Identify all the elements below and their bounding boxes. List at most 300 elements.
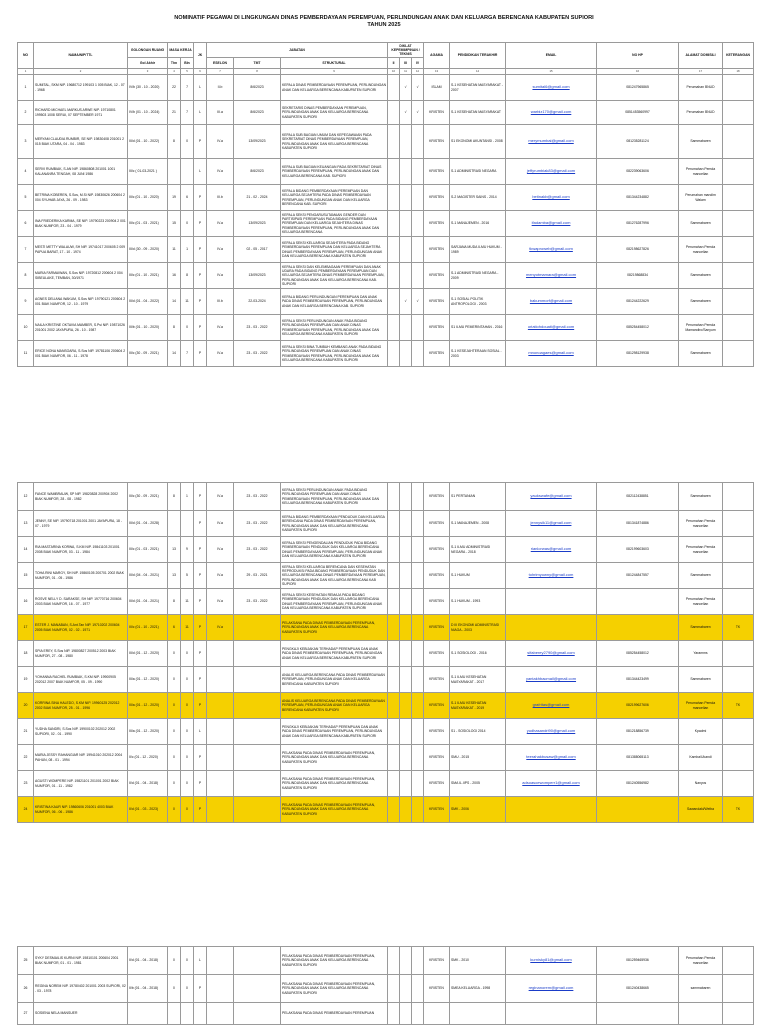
cell-jabatan: PELAKSANA PADA DINAS PEMBERDAYAAN PEREMPUAN, PERLINDUNGAN ANAK DAN KELUARGA BERENCANA KABUPATEN SUPIORI (281, 771, 388, 797)
email-link[interactable]: yaukswafe@gmail.com (530, 493, 572, 499)
cell-eselon: III.a (207, 101, 234, 125)
email-link[interactable]: betinakb@gmail.com (532, 194, 570, 200)
cell-diklat-iii (400, 563, 412, 589)
cell-eselon (207, 667, 234, 693)
cell-jk: P (194, 537, 207, 563)
cell-pendidikan: SMEA KELUARGA - 1998 (450, 975, 506, 1003)
cell-pendidikan: S-1 HUKUM (450, 563, 506, 589)
column-number: 1 (18, 69, 34, 75)
cell-email (506, 1003, 597, 1025)
header-diklat-iii: III (400, 58, 412, 69)
cell-pendidikan: S-2 MAGISTER SAINS - 2014 (450, 185, 506, 211)
cell-email (506, 693, 597, 719)
cell-diklat-iv (412, 341, 424, 367)
cell-eselon: IV.a (207, 537, 234, 563)
cell-agama: ISLAM (424, 75, 450, 101)
table-row (18, 975, 754, 1003)
cell-alamat: Sammabaren (679, 483, 723, 511)
cell-eselon: II.b (207, 75, 234, 101)
cell-diklat-ii (388, 797, 400, 823)
cell-alamat: Sammabaren (679, 615, 723, 641)
table-row (18, 745, 754, 771)
cell-no-hp: 081298129938 (597, 341, 679, 367)
cell-agama: KRISTEN (424, 975, 450, 1003)
cell-pendidikan: S1 PERTANIAN (450, 483, 506, 511)
cell-email (506, 947, 597, 975)
cell-diklat-iv (412, 745, 424, 771)
cell-nama: SOSIENA NELA MANSUER (34, 1003, 128, 1025)
cell-email (506, 483, 597, 511)
cell-jabatan: KEPALA SEKSI KELUARGA BERENCANA DAN KESEHATAN REPRODUKSI PADA BIDANG PEMBERDAYAAN PENDUDUK DAN KELUARGA BERENCANA DINAS PEMBERDAYAAN PEREMPUAN, PERLINDUNGAN ANAK DAN KELUARGA BERENCANA KAB SUPIORI (281, 563, 388, 589)
cell-diklat-iii (400, 159, 412, 185)
cell-diklat-iii (400, 719, 412, 745)
cell-jk: P (194, 511, 207, 537)
email-link[interactable]: tkwaproweb@gmail.com (529, 246, 573, 252)
email-link[interactable]: bakummorf@gmail.com (529, 298, 573, 304)
cell-bln: 0 (181, 211, 194, 237)
cell-jabatan: PELAKSANA PADA DINAS PEMBERDAYAAN PEREMPUAN, PERLINDUNGAN ANAK DAN KELUARGA BERENCANA KABUPATEN SUPIORI (281, 947, 388, 975)
cell-tmt (234, 797, 281, 823)
email-link[interactable]: grafritas@gmail.com (532, 702, 570, 708)
cell-nama: MESTI METTY WALAUW, SH NIP. 19741017 200605 2 009 PAPUA BARAT, 17 - 10 - 1974 (34, 237, 128, 263)
cell-alamat: Sammabaren (679, 263, 723, 289)
cell-eselon (207, 771, 234, 797)
cell-agama: KRISTEN (424, 537, 450, 563)
cell-keterangan (723, 211, 754, 237)
cell-bln (181, 1003, 194, 1025)
cell-alamat: Yaramms (679, 641, 723, 667)
cell-pendidikan: SMU - 2015 (450, 745, 506, 771)
cell-pendidikan: S-1 KESEHATAN MASYARAKAT - 2007 (450, 75, 506, 101)
cell-no: 9 (18, 289, 34, 315)
cell-nama: MARIA FARMAIWAN, S.Sos NIP. 19720812 200604 2 004 SIBEULAKE, TEMBAN, 30/1971 (34, 263, 128, 289)
cell-keterangan: TK (723, 797, 754, 823)
cell-alamat: Perumahan BNUD (679, 75, 723, 101)
cell-pendidikan: S-1 SOSIAL POLITIK ANTROPOLOGI - 2003 (450, 289, 506, 315)
cell-email (506, 667, 597, 693)
column-number: 11 (400, 69, 412, 75)
cell-jk: P (194, 289, 207, 315)
cell-bln (181, 511, 194, 537)
cell-email (506, 511, 597, 537)
cell-jk: P (194, 693, 207, 719)
table-row (18, 1003, 754, 1025)
cell-diklat-iii (400, 237, 412, 263)
cell-thn: 21 (168, 101, 181, 125)
cell-no-hp: 08219868834 (597, 263, 679, 289)
email-link[interactable]: yantakhbacmail@gmail.com (525, 676, 577, 682)
table-row (18, 797, 754, 823)
table-row (18, 289, 754, 315)
cell-jabatan: KEPALA SEKSI PERLINDUNGAN ANAK PADA BIDANG PERLINDUNGAN PEREMPUAN DAN ANAK DINAS PEMBERDAYAAN PEREMPUAN, PERLINDUNGAN ANAK DAN KELUARGA BERENCANA KABUPATEN SUPIORI (281, 483, 388, 511)
cell-nama: AGUSTI WOMPERE NIP. 19821101 201001 2002 BIAK NUMFOR, 01 - 11 - 1982 (34, 771, 128, 797)
cell-golongan: III/a (01 - 12 - 2020) (128, 719, 168, 745)
cell-diklat-iii: √ (400, 75, 412, 101)
cell-diklat-iv (412, 483, 424, 511)
cell-jabatan: KEPALA DINAS PEMBERDAYAAN PEREMPUAN, PERLINDUNGAN ANAK DAN KELUARGA BERENCANA KABUPATEN SUPIORI (281, 75, 388, 101)
cell-diklat-iv: √ (412, 75, 424, 101)
email-link[interactable]: oriatiohdouati@gmail.com (527, 324, 575, 330)
cell-thn: 0 (168, 947, 181, 975)
cell-golongan: III/a (01 - 12 - 2020) (128, 667, 168, 693)
cell-pendidikan: S-1 KESEHATAN MASYARAKAT (450, 101, 506, 125)
cell-jk: P (194, 797, 207, 823)
cell-agama: KRISTEN (424, 159, 450, 185)
cell-jabatan: KEPALA SEKSI PENGENDALIAN PENDUDUK PADA BIDANG PEMBERDAYAAN PENDUDUK DAN KELUARGA BERENCANA DINAS PEMBERDAYAAN PEREMPUAN, PERLINDUNGAN ANAK DAN KELUARGA BERENCANA KABUPATEN SUPIORI (281, 537, 388, 563)
cell-tmt (234, 641, 281, 667)
cell-no: 22 (18, 745, 34, 771)
cell-no-hp: 085254458012 (597, 641, 679, 667)
cell-jabatan: PELAKSANA PADA DINAS PEMBERDAYAAN PEREMPUAN, PERLINDUNGAN ANAK DAN KELUARGA BERENCANA KABUPATEN SUPIORI (281, 615, 388, 641)
cell-bln: 9 (181, 537, 194, 563)
cell-alamat: Perumahan Pemda mancelian (679, 237, 723, 263)
cell-email (506, 641, 597, 667)
cell-nama: TOHA RINI MARGY, SH NIP. 19860105 200701 2002 BIAK NUMFOR, 01 - 05 - 1986 (34, 563, 128, 589)
cell-keterangan (723, 341, 754, 367)
cell-alamat: Sammabaren (679, 341, 723, 367)
cell-nama: AGNES DELIANA WAKUM, S.Sos NIP. 19790121 200604 2 001 BIAK NUMFOR, 12 - 10 - 1979 (34, 289, 128, 315)
cell-alamat: Perumahan Pemda mancelian (679, 511, 723, 537)
header-pendidikan: PENDIDIKAN TERAKHIR (450, 43, 506, 69)
cell-keterangan (723, 563, 754, 589)
cell-diklat-iv (412, 947, 424, 975)
cell-email (506, 341, 597, 367)
cell-diklat-ii (388, 185, 400, 211)
column-number: 16 (597, 69, 679, 75)
cell-tmt (234, 719, 281, 745)
cell-jk: P (194, 263, 207, 289)
cell-agama: KRISTEN (424, 563, 450, 589)
cell-keterangan (723, 947, 754, 975)
column-number: 3 (128, 69, 168, 75)
cell-diklat-iv (412, 719, 424, 745)
email-link[interactable]: sifaberey2790@gmail.com (527, 650, 575, 656)
table-row (18, 341, 754, 367)
cell-jk: L (194, 719, 207, 745)
cell-diklat-ii (388, 719, 400, 745)
cell-email (506, 975, 597, 1003)
cell-diklat-ii (388, 237, 400, 263)
cell-tmt: 22-03-2024 (234, 289, 281, 315)
cell-no: 26 (18, 975, 34, 1003)
cell-no: 13 (18, 511, 34, 537)
email-link[interactable]: merymumbai@gmail.com (528, 138, 574, 144)
table-row (18, 211, 754, 237)
cell-eselon: IV.a (207, 211, 234, 237)
cell-no-hp: 081244222629 (597, 289, 679, 315)
cell-no-hp: 081218856739 (597, 719, 679, 745)
cell-email (506, 289, 597, 315)
cell-bln: 0 (181, 125, 194, 159)
cell-pendidikan: SMK - 2006 (450, 797, 506, 823)
cell-thn: 22 (168, 75, 181, 101)
cell-diklat-iv (412, 667, 424, 693)
table-row (18, 159, 754, 185)
cell-thn (168, 511, 181, 537)
cell-alamat: Sammabaren (679, 667, 723, 693)
header-diklat-ii: II (388, 58, 400, 69)
cell-jk: P (194, 185, 207, 211)
cell-no: 18 (18, 641, 34, 667)
header-no-hp: NO HP (597, 43, 679, 69)
cell-diklat-ii (388, 745, 400, 771)
cell-nama: YUDHA SANDRI, S.Sos NIP. 19900102 202012 2002 SUPIORI, 02 - 01 - 1990 (34, 719, 128, 745)
cell-pendidikan: SMA IL.IIPS - 2005 (450, 771, 506, 797)
cell-jk (194, 1003, 207, 1025)
column-number: 12 (412, 69, 424, 75)
table-row (18, 511, 754, 537)
cell-email (506, 101, 597, 125)
cell-eselon (207, 745, 234, 771)
cell-golongan: III/c (01 - 10 - 2021) (128, 263, 168, 289)
cell-alamat: Perumahan mandim Walam (679, 185, 723, 211)
cell-no-hp: 081344234882 (597, 185, 679, 211)
cell-thn: 0 (168, 771, 181, 797)
header-keterangan: KETERANGAN (723, 43, 754, 69)
cell-no: 15 (18, 563, 34, 589)
title-line-1: NOMINATIF PEGAWAI DI LINGKUNGAN DINAS PEMBERDAYAAN PEREMPUAN, PERLINDUNGAN ANAK DAN KELUARGA BERENCANA KABUPATEN SUPIORI (174, 15, 594, 21)
cell-diklat-ii (388, 511, 400, 537)
cell-bln: 5 (181, 563, 194, 589)
cell-thn: 19 (168, 185, 181, 211)
cell-keterangan (723, 125, 754, 159)
cell-keterangan (723, 315, 754, 341)
table-row (18, 263, 754, 289)
cell-tmt (234, 947, 281, 975)
cell-diklat-ii (388, 1003, 400, 1025)
cell-nama: SPIA EREY, S.Sos NIP. 19800827 200512 2003 BIAK NUMFOR, 27 - 08 - 1980 (34, 641, 128, 667)
cell-diklat-iv (412, 537, 424, 563)
cell-alamat: Sammabaren (679, 563, 723, 589)
table-row (18, 947, 754, 975)
cell-diklat-iii (400, 745, 412, 771)
cell-keterangan (723, 511, 754, 537)
email-link[interactable]: yudhasandri90@gmail.com (526, 728, 576, 734)
email-link[interactable]: warbiz170@gmail.com (530, 109, 572, 115)
cell-eselon (207, 693, 234, 719)
cell-jk: P (194, 341, 207, 367)
cell-email (506, 563, 597, 589)
cell-alamat: Perumahan Pemda mancelian (679, 589, 723, 615)
cell-golongan: II/c (01 - 12 - 2020) (128, 745, 168, 771)
cell-thn: 0 (168, 641, 181, 667)
cell-thn (168, 1003, 181, 1025)
cell-keterangan (723, 641, 754, 667)
cell-pendidikan: S-1 KESEJAHTERAAN SOSIAL - 2003 (450, 341, 506, 367)
cell-alamat: Kamba/Ukandi (679, 745, 723, 771)
cell-eselon (207, 1003, 234, 1025)
cell-tmt: 13/09/2023 (234, 125, 281, 159)
cell-alamat: Perumahan Pemda mancelian (679, 693, 723, 719)
cell-no-hp: 081240438665 (597, 975, 679, 1003)
cell-tmt: 23 - 03 - 2022 (234, 483, 281, 511)
cell-golongan: II/d (01 - 03 - 2023) (128, 797, 168, 823)
cell-tmt: 23 - 03 - 2022 (234, 511, 281, 537)
cell-email (506, 263, 597, 289)
header-jk: JK (194, 43, 207, 69)
cell-email (506, 211, 597, 237)
cell-alamat: Sammabaren (679, 125, 723, 159)
cell-bln: 0 (181, 693, 194, 719)
cell-diklat-iv (412, 589, 424, 615)
email-link[interactable]: rianlorwas@gmail.com (530, 546, 572, 552)
cell-jabatan: KEPALA SUB BAGIAN UMUM DAN KEPEGAWAIAN PADA SEKRETARIAT DINAS PEMBERDAYAAN PEREMPUAN, PERLINDUNGAN ANAK DAN KELUARGA BERENCANA KABUPATEN SUPIORI (281, 125, 388, 159)
header-golongan: GOLONGAN RUANG (128, 43, 168, 58)
cell-diklat-iv (412, 563, 424, 589)
cell-diklat-ii (388, 693, 400, 719)
cell-keterangan: TK (723, 693, 754, 719)
cell-pendidikan: D III EKONOMI ADMINISTRASI NIAGA - 2003 (450, 615, 506, 641)
cell-nama: ERICE NONA MANSOARA, S.Sos NIP. 19781106 200604 2 001 BIAK NUMFOR, 06 - 11 - 1978 (34, 341, 128, 367)
cell-pendidikan (450, 1003, 506, 1025)
cell-diklat-iv (412, 237, 424, 263)
cell-jabatan: PELAKSANA PADA DINAS PEMBERDAYAAN PEREMPUAN, PERLINDUNGAN ANAK DAN KELUARGA BERENCANA KABUPATEN SUPIORI (281, 797, 388, 823)
cell-diklat-iv: √ (412, 101, 424, 125)
cell-thn: 11 (168, 237, 181, 263)
cell-pendidikan: S1 ILMU PEMERINTAHAN - 2016 (450, 315, 506, 341)
cell-pendidikan: S-1 ILMU KESEHATAN MASYARAKAT - 2019 (450, 693, 506, 719)
cell-diklat-iii (400, 589, 412, 615)
cell-pendidikan: SMK - 2010 (450, 947, 506, 975)
email-link[interactable]: adsoasoewomperr1@gmail.com (522, 780, 580, 786)
cell-no-hp: 081388065113 (597, 745, 679, 771)
cell-diklat-ii (388, 101, 400, 125)
email-link[interactable]: kurnisky81@gmail.com (530, 957, 572, 963)
cell-tmt (234, 693, 281, 719)
cell-keterangan (723, 101, 754, 125)
cell-nama: YOHANNA RACHEL RUMBIAK, S.KM NIP. 19900905 202012 2007 BIAK NUMFOR, 05 - 09 - 1990 (34, 667, 128, 693)
email-link[interactable]: ifadamba@gmail.com (531, 220, 571, 226)
cell-jk: L (194, 947, 207, 975)
cell-jk: P (194, 589, 207, 615)
cell-diklat-ii (388, 975, 400, 1003)
cell-alamat: Nanyos (679, 771, 723, 797)
cell-bln: 0 (181, 975, 194, 1003)
cell-agama: KRISTEN (424, 101, 450, 125)
cell-bln: 0 (181, 719, 194, 745)
email-link[interactable]: sumital6@gmail.com (532, 84, 570, 90)
cell-keterangan (723, 745, 754, 771)
cell-diklat-iv (412, 125, 424, 159)
cell-thn: 0 (168, 693, 181, 719)
cell-diklat-ii (388, 615, 400, 641)
cell-alamat: Perumahan Pemda mancelian (679, 537, 723, 563)
cell-thn (168, 159, 181, 185)
column-number: 2 (34, 69, 128, 75)
cell-golongan: III/c (30 - 09 - 2021) (128, 483, 168, 511)
email-link[interactable]: tohrimyowny@gmail.com (528, 572, 574, 578)
cell-golongan: IV/b (30 - 10 - 2020) (128, 75, 168, 101)
cell-jabatan: KEPALA SEKSI KELUARGA SEJAHTERA PADA BIDANG PEMBERDAYAAN PEREMPUAN DAN KELUARGA SEJAHTERA DINAS PEMBERDAYAAN PEREMPUAN, PERLINDUNGAN ANAK DAN KELUARGA BERENCANA KABUPATEN SUPIORI (281, 237, 388, 263)
cell-jabatan: KEPALA SEKSI DAN KELEMBAGAAN PEREMPUAN DAN ANAK UDARA PADA BIDANG PEMBERDAYAAN PEREMPUAN DAN KELUARGA SEJAHTERA DINAS PEMBERDAYAAN PEREMPUAN, PERLINDUNGAN ANAK DAN KELUARGA BERENCANA KAB. SUPIORI (281, 263, 388, 289)
cell-bln: 1 (181, 237, 194, 263)
cell-diklat-iv (412, 511, 424, 537)
cell-no: 8 (18, 263, 34, 289)
cell-pendidikan: S1 - SOSIOLOGI 2014 (450, 719, 506, 745)
column-number: 17 (679, 69, 723, 75)
cell-thn: 8 (168, 315, 181, 341)
cell-no-hp: 0851453560997 (597, 101, 679, 125)
cell-diklat-iii (400, 693, 412, 719)
table-row (18, 667, 754, 693)
cell-no-hp: 081247965865 (597, 75, 679, 101)
cell-agama: KRISTEN (424, 125, 450, 159)
cell-eselon: IV.a (207, 563, 234, 589)
email-link[interactable]: mnonoagaes@gmail.com (528, 350, 574, 356)
cell-email (506, 719, 597, 745)
cell-alamat: Sammabaren (679, 289, 723, 315)
cell-bln: 6 (181, 185, 194, 211)
cell-bln: 11 (181, 615, 194, 641)
email-link[interactable]: jennysik11@gmail.com (530, 520, 572, 526)
email-link[interactable]: jeffyrumbiak83@gmail.com (526, 168, 576, 174)
cell-pendidikan: S-1 ADMINISTRASI NEGARA (450, 159, 506, 185)
cell-tmt: 8/6/2023 (234, 159, 281, 185)
table-row (18, 483, 754, 511)
table-row (18, 641, 754, 667)
cell-nama: JENNY, SE NIP. 19790718 201001 2001 JAYAPURA, 18 - 07 - 1979 (34, 511, 128, 537)
email-link[interactable]: reginanorem@gmail.com (528, 985, 574, 991)
cell-jabatan: KEPALA SEKSI PENGARUSUTAMAAN GENDER DAN PARTISIPASI PEREMPUAN PADA BIDANG PEMBERDAYAAN PEREMPUAN DAN KELUARGA SEJAHTERA DINAS PEMBERDAYAAN PEREMPUAN, PERLINDUNGAN ANAK DAN KELUARGA BERENCANA (281, 211, 388, 237)
column-number: 10 (388, 69, 400, 75)
cell-jabatan: KEPALA SUB BAGIAN KEUANGAN PADA SEKRETARIAT DINAS PEMBERDAYAAN PEREMPUAN, PERLINDUNGAN ANAK DAN KELUARGA BERENCANA KAB. SUPIORI (281, 159, 388, 185)
cell-tmt (234, 745, 281, 771)
cell-diklat-iv (412, 315, 424, 341)
cell-diklat-iii (400, 537, 412, 563)
cell-no-hp (597, 797, 679, 823)
cell-diklat-ii (388, 537, 400, 563)
header-nama: NAMA/NIP/TTL (34, 43, 128, 69)
cell-no-hp: 081259465936 (597, 947, 679, 975)
cell-keterangan (723, 771, 754, 797)
cell-keterangan (723, 75, 754, 101)
table-row (18, 101, 754, 125)
cell-agama: KRISTEN (424, 289, 450, 315)
cell-keterangan (723, 537, 754, 563)
page-title (0, 15, 768, 29)
cell-no: 21 (18, 719, 34, 745)
cell-jk: P (194, 745, 207, 771)
cell-diklat-ii (388, 483, 400, 511)
cell-diklat-iii (400, 641, 412, 667)
cell-keterangan (723, 719, 754, 745)
header-bln: Bln (181, 58, 194, 69)
email-link[interactable]: menyotmamara@gmail.com (525, 272, 577, 278)
cell-jk: P (194, 975, 207, 1003)
cell-diklat-iii (400, 211, 412, 237)
cell-diklat-iv (412, 1003, 424, 1025)
cell-thn: 13 (168, 537, 181, 563)
cell-no: 11 (18, 341, 34, 367)
cell-agama: KRISTEN (424, 719, 450, 745)
cell-thn: 0 (168, 667, 181, 693)
cell-diklat-ii (388, 289, 400, 315)
cell-eselon (207, 719, 234, 745)
cell-no: 17 (18, 615, 34, 641)
cell-jabatan: PENGKAJI KEBIJAKAN TERHADAP PEREMPUAN DAN ANAK PADA DINAS PEMBERDAYAAN PEREMPUAN, PERLINDUNGAN ANAK DAN KELUARGA BERENCANA KABUPATEN SUPIORI (281, 719, 388, 745)
cell-no-hp: 081235281124 (597, 125, 679, 159)
cell-no: 7 (18, 237, 34, 263)
cell-thn: 0 (168, 745, 181, 771)
header-eselon: ESELON (207, 58, 234, 69)
email-link[interactable]: teerahakbusaw@gmail.com (526, 754, 576, 760)
cell-bln: 0 (181, 947, 194, 975)
cell-thn: 0 (168, 797, 181, 823)
cell-alamat (679, 1003, 723, 1025)
cell-tmt (234, 1003, 281, 1025)
cell-nama: MARIA JESSY RAHANGIAR NIP. 19941010 202012 2004 PAHUN, 08 - 01 - 1994 (34, 745, 128, 771)
cell-alamat: sammabaren (679, 975, 723, 1003)
